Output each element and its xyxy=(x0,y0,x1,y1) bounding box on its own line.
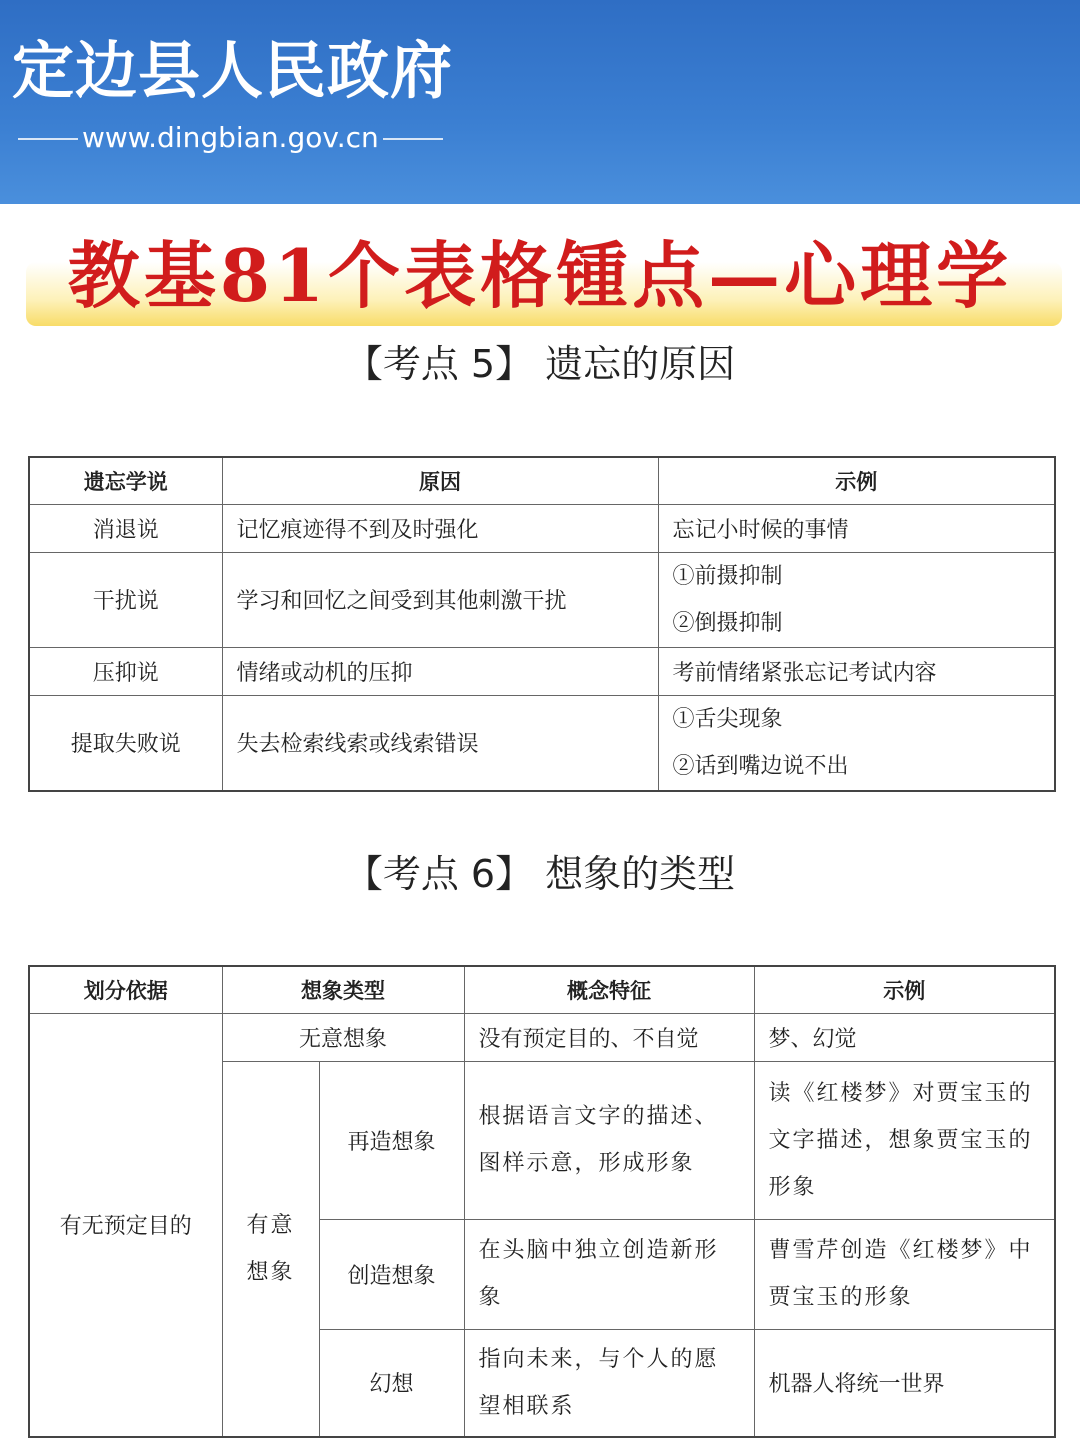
header-cell: 示例 xyxy=(754,966,1055,1013)
feature-cell: 指向未来，与个人的愿望相联系 xyxy=(464,1329,754,1437)
table-row xyxy=(29,552,1055,647)
site-url: www.dingbian.gov.cn xyxy=(14,124,574,152)
feature-cell: 在头脑中独立创造新形象 xyxy=(464,1219,754,1329)
site-banner xyxy=(0,0,1080,204)
theory-cell: 提取失败说 xyxy=(29,695,222,791)
intentional-cell: 有意想象 xyxy=(222,1061,319,1437)
header-cell: 概念特征 xyxy=(464,966,754,1013)
example-cell: 梦、幻觉 xyxy=(754,1013,1055,1061)
table-row xyxy=(29,647,1055,695)
reason-cell: 学习和回忆之间受到其他刺激干扰 xyxy=(222,552,658,647)
example-cell xyxy=(658,552,1055,647)
type-cell: 幻想 xyxy=(319,1329,464,1437)
example-cell: 机器人将统一世界 xyxy=(754,1329,1055,1437)
theory-cell: 消退说 xyxy=(29,504,222,552)
table-row xyxy=(29,695,1055,791)
reason-cell: 情绪或动机的压抑 xyxy=(222,647,658,695)
basis-cell: 有无预定目的 xyxy=(29,1013,222,1437)
header-cell: 划分依据 xyxy=(29,966,222,1013)
header-cell: 想象类型 xyxy=(222,966,464,1013)
feature-cell: 没有预定目的、不自觉 xyxy=(464,1013,754,1061)
type-cell: 再造想象 xyxy=(319,1061,464,1219)
header-cell: 遗忘学说 xyxy=(29,457,222,504)
imagination-table xyxy=(28,965,1056,1438)
section-5-heading: 【考点 5】 遗忘的原因 xyxy=(344,342,736,386)
reason-cell: 失去检索线索或线索错误 xyxy=(222,695,658,791)
reason-cell: 记忆痕迹得不到及时强化 xyxy=(222,504,658,552)
example-cell: 考前情绪紧张忘记考试内容 xyxy=(658,647,1055,695)
example-cell: 曹雪芹创造《红楼梦》中贾宝玉的形象 xyxy=(754,1219,1055,1329)
header-cell: 原因 xyxy=(222,457,658,504)
header-cell: 示例 xyxy=(658,457,1055,504)
theory-cell: 干扰说 xyxy=(29,552,222,647)
example-cell: 忘记小时候的事情 xyxy=(658,504,1055,552)
page-title: 教基81个表格锺点—心理学 xyxy=(67,233,1013,318)
example-cell xyxy=(658,695,1055,791)
type-cell: 无意想象 xyxy=(222,1013,464,1061)
table-row xyxy=(29,504,1055,552)
table-row xyxy=(29,1013,1055,1061)
example-line: ①舌尖现象 xyxy=(672,706,783,732)
feature-cell: 根据语言文字的描述、图样示意，形成形象 xyxy=(464,1061,754,1219)
example-line: ②倒摄抑制 xyxy=(672,610,783,636)
example-line: ②话到嘴边说不出 xyxy=(672,753,849,779)
section-6-heading: 【考点 6】 想象的类型 xyxy=(344,852,736,896)
theory-cell: 压抑说 xyxy=(29,647,222,695)
example-cell: 读《红楼梦》对贾宝玉的文字描述，想象贾宝玉的形象 xyxy=(754,1061,1055,1219)
forgetting-table xyxy=(28,456,1056,792)
type-cell: 创造想象 xyxy=(319,1219,464,1329)
table-header-row xyxy=(29,457,1055,504)
site-name: 定边县人民政府 xyxy=(12,34,454,107)
example-line: ①前摄抑制 xyxy=(672,563,783,589)
table-header-row xyxy=(29,966,1055,1013)
